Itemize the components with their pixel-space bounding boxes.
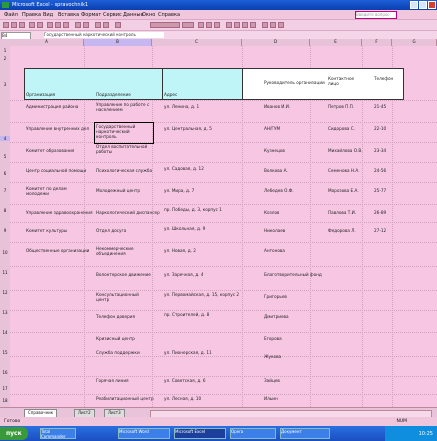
table-cell[interactable]: Комитет образования [26,148,75,153]
fill-color-icon[interactable] [270,22,276,28]
sum-icon[interactable] [95,22,101,28]
row-header[interactable]: 16 [2,370,8,375]
redo-icon[interactable] [83,22,89,28]
help-search-input[interactable]: Введите вопрос [355,11,397,19]
table-cell[interactable]: Горячая линия [96,378,129,383]
table-cell[interactable]: Управление по работе с населением [96,102,150,112]
align-left-icon[interactable] [226,22,232,28]
header-cell-department: Подразделение [96,92,131,97]
table-cell[interactable]: Волкова А. [264,168,288,173]
close-button[interactable] [428,1,436,9]
table-cell[interactable]: Дмитриева [264,314,289,319]
column-header-e[interactable]: E [310,39,362,46]
status-mode: NUM [396,419,407,424]
row-header[interactable]: 12 [2,290,8,295]
table-cell[interactable]: Управление внутренних дел [26,126,90,131]
sheet-tab-active[interactable]: Справочник [24,409,57,418]
row-header[interactable]: 6 [3,171,7,176]
row-header[interactable]: 13 [2,310,8,315]
name-box[interactable]: B4 [1,32,31,40]
row-header[interactable]: 10 [2,250,8,255]
menu-data[interactable]: Данные [123,12,144,18]
sort-icon[interactable] [103,22,109,28]
row-header[interactable]: 11 [2,270,8,275]
row-header[interactable]: 5 [3,154,7,159]
window-title: Microsoft Excel - spravochnik1 [12,2,89,8]
row-header[interactable]: 2 [3,56,7,61]
minimize-button[interactable] [410,1,418,9]
maximize-button[interactable] [419,1,427,9]
table-cell[interactable]: Петров П.П. [328,104,355,109]
chart-icon[interactable] [115,22,121,28]
sheet-tab[interactable]: Лист3 [104,409,125,418]
table-cell[interactable]: Федорова Л. [328,228,356,233]
table-cell[interactable]: Комитет по делам молодежи [26,186,67,196]
table-cell[interactable]: ул. Советская, д. 6 [164,378,206,383]
font-size-select[interactable] [182,22,194,28]
table-cell[interactable]: ул. Ленина, д. 1 [164,104,200,109]
table-cell[interactable]: АН/ГУМ [264,126,281,131]
grid-line [10,142,437,143]
table-cell[interactable]: Отдел воспитательной работы [96,144,148,154]
grid-line [10,332,437,333]
underline-icon[interactable] [214,22,220,28]
grid-line [10,376,437,377]
table-cell[interactable]: Козлов [264,210,280,215]
bold-icon[interactable] [198,22,204,28]
grid-line [10,122,437,123]
new-icon[interactable] [3,22,9,28]
table-cell[interactable]: Михайлова О.В. [328,148,363,153]
table-cell[interactable]: Психологическая служба [96,168,153,173]
table-cell[interactable]: ул. Школьная, д. 9 [164,226,206,231]
table-cell[interactable]: Кузнецов [264,148,285,153]
spreadsheet-grid[interactable] [10,46,437,407]
table-cell[interactable]: ул. Мира, д. 7 [164,188,195,193]
taskbar [0,426,437,441]
table-cell[interactable]: Кризисный центр [96,336,135,341]
status-bar [0,417,437,426]
excel-app-icon[interactable] [2,2,9,8]
table-cell[interactable]: Сидорова С. [328,126,355,131]
table-cell[interactable]: Наркологический диспансер [96,210,160,215]
table-cell[interactable]: Государственный наркотический контроль [96,124,136,139]
header-cell-head: Руководитель организации [264,80,325,85]
merge-icon[interactable] [250,22,256,28]
formula-input[interactable]: Государственный наркотический контроль [44,32,164,38]
taskbar-item[interactable]: Opera [230,428,276,439]
column-header-g[interactable]: G [392,39,437,46]
table-cell[interactable]: Семенова Н.А. [328,168,360,173]
menu-edit[interactable]: Правка [22,12,42,18]
table-cell[interactable]: ул. Первомайская, д. 15, корпус 2 [164,292,240,297]
grid-line [10,242,437,243]
table-cell[interactable]: ул. Садовая, д. 12 [164,166,204,171]
menu-tools[interactable]: Сервис [103,12,122,18]
font-select[interactable] [150,22,180,28]
row-header[interactable]: 8 [3,208,7,213]
table-cell[interactable]: Телефон доверия [96,314,135,319]
row-header[interactable]: 3 [3,82,7,87]
grid-line [10,310,437,311]
table-cell[interactable]: 23-34 [374,148,387,153]
borders-icon[interactable] [262,22,268,28]
header-cell-phone: Телефон [374,76,394,81]
column-header-f[interactable]: F [362,39,392,46]
copy-icon[interactable] [55,22,61,28]
table-cell[interactable]: ул. Новая, д. 2 [164,248,196,253]
table-cell[interactable]: ул. Пионерская, д. 11 [164,350,212,355]
table-cell[interactable]: 22-10 [374,126,387,131]
table-cell[interactable]: Консультационный центр [96,292,139,302]
cut-icon[interactable] [47,22,53,28]
menu-insert[interactable]: Вставка [58,12,80,18]
row-header[interactable]: 17 [2,386,8,391]
row-header[interactable]: 1 [3,48,7,53]
table-cell[interactable]: пр. Победы, д. 3, корпус 1 [164,207,222,212]
row-header[interactable]: 9 [3,228,7,233]
table-cell[interactable]: Зайцев [264,378,280,383]
table-cell[interactable]: ул. Лесная, д. 10 [164,396,202,401]
table-cell[interactable]: Некоммерческие объединения [96,246,134,256]
toolbar [0,20,437,31]
status-text: Готово [4,419,21,424]
align-center-icon[interactable] [234,22,240,28]
grid-line [10,394,437,395]
clock: 10:25 [418,431,433,437]
table-cell[interactable]: Отдел досуга [96,228,127,233]
column-header-c[interactable]: C [152,39,242,46]
table-cell[interactable]: Молодежный центр [96,188,141,193]
table-cell[interactable]: 21-45 [374,104,387,109]
table-cell[interactable]: Иванов И.И. [264,104,291,109]
paste-icon[interactable] [63,22,69,28]
taskbar-item-active[interactable]: Microsoft Excel [174,428,226,439]
table-cell[interactable]: Григорьев [264,294,287,299]
taskbar-item[interactable]: Microsoft Word [118,428,170,439]
table-cell[interactable]: Лебедев О.Ф. [264,188,294,193]
table-cell[interactable]: Егорова [264,336,282,341]
table-cell[interactable]: 24-56 [374,168,387,173]
table-cell[interactable]: Служба поддержки [96,350,140,355]
taskbar-item[interactable]: Total Commander [40,428,76,439]
table-cell[interactable]: 25-77 [374,188,387,193]
active-cell-selection[interactable] [94,122,154,144]
table-cell[interactable]: Павлова Т.И. [328,210,357,215]
table-cell[interactable]: 26-89 [374,210,387,215]
row-header[interactable]: 4 [0,136,10,141]
column-header-b[interactable]: B [84,39,152,46]
italic-icon[interactable] [206,22,212,28]
grid-line [10,162,437,163]
header-cell-organization: Организация [26,92,56,97]
column-header-d[interactable]: D [242,39,310,46]
preview-icon[interactable] [37,22,43,28]
table-cell[interactable]: Общественные организации [26,248,90,253]
print-icon[interactable] [29,22,35,28]
grid-line [10,204,437,205]
menu-file[interactable]: Файл [4,12,18,18]
window-titlebar [0,0,437,10]
undo-icon[interactable] [75,22,81,28]
menu-format[interactable]: Формат [81,12,102,18]
table-cell[interactable]: ул. Заречная, д. 4 [164,272,204,277]
table-cell[interactable]: Морозова Е.А. [328,188,359,193]
table-cell[interactable]: Центр социальной помощи [26,168,87,173]
open-icon[interactable] [11,22,17,28]
header-cell-contact: Контактное лицо [328,76,355,86]
header-cell-address: Адрес [164,92,178,97]
grid-line [10,356,437,357]
table-cell[interactable]: Управление здравоохранения [26,210,93,215]
table-cell[interactable]: пр. Строителей, д. 8 [164,312,210,317]
font-color-icon[interactable] [278,22,284,28]
sheet-tab[interactable]: Лист2 [74,409,95,418]
menu-window[interactable]: Окно [142,12,156,18]
table-cell[interactable]: Администрация района [26,104,79,109]
table-cell[interactable]: 27-12 [374,228,387,233]
start-button[interactable] [0,427,28,440]
save-icon[interactable] [19,22,25,28]
grid-line [10,290,437,291]
table-cell[interactable]: ул. Центральная, д. 5 [164,126,212,131]
column-header-a[interactable]: A [10,39,84,46]
window-controls [410,1,436,9]
menu-help[interactable]: Справка [158,12,181,18]
table-cell[interactable]: Николаев [264,228,286,233]
grid-line [10,266,437,267]
table-cell[interactable]: Благотворительный фонд [264,272,322,277]
row-header[interactable]: 18 [2,398,8,403]
table-cell[interactable]: Комитет культуры [26,228,68,233]
menu-view[interactable]: Вид [43,12,54,18]
row-header[interactable]: 7 [3,188,7,193]
system-tray [385,426,437,441]
table-cell[interactable]: Жукова [264,354,282,359]
align-right-icon[interactable] [242,22,248,28]
grid-line [10,182,437,183]
row-header[interactable]: 15 [2,350,8,355]
table-cell[interactable]: Реабилитационный центр [96,396,154,401]
taskbar-item[interactable]: Документ [280,428,330,439]
table-cell[interactable]: Ильин [264,396,278,401]
table-cell[interactable]: Антонова [264,248,285,253]
grid-line [10,100,437,101]
table-cell[interactable]: Волонтерское движение [96,272,151,277]
row-header[interactable]: 14 [2,330,8,335]
grid-line [10,222,437,223]
start-label: пуск [6,430,22,437]
